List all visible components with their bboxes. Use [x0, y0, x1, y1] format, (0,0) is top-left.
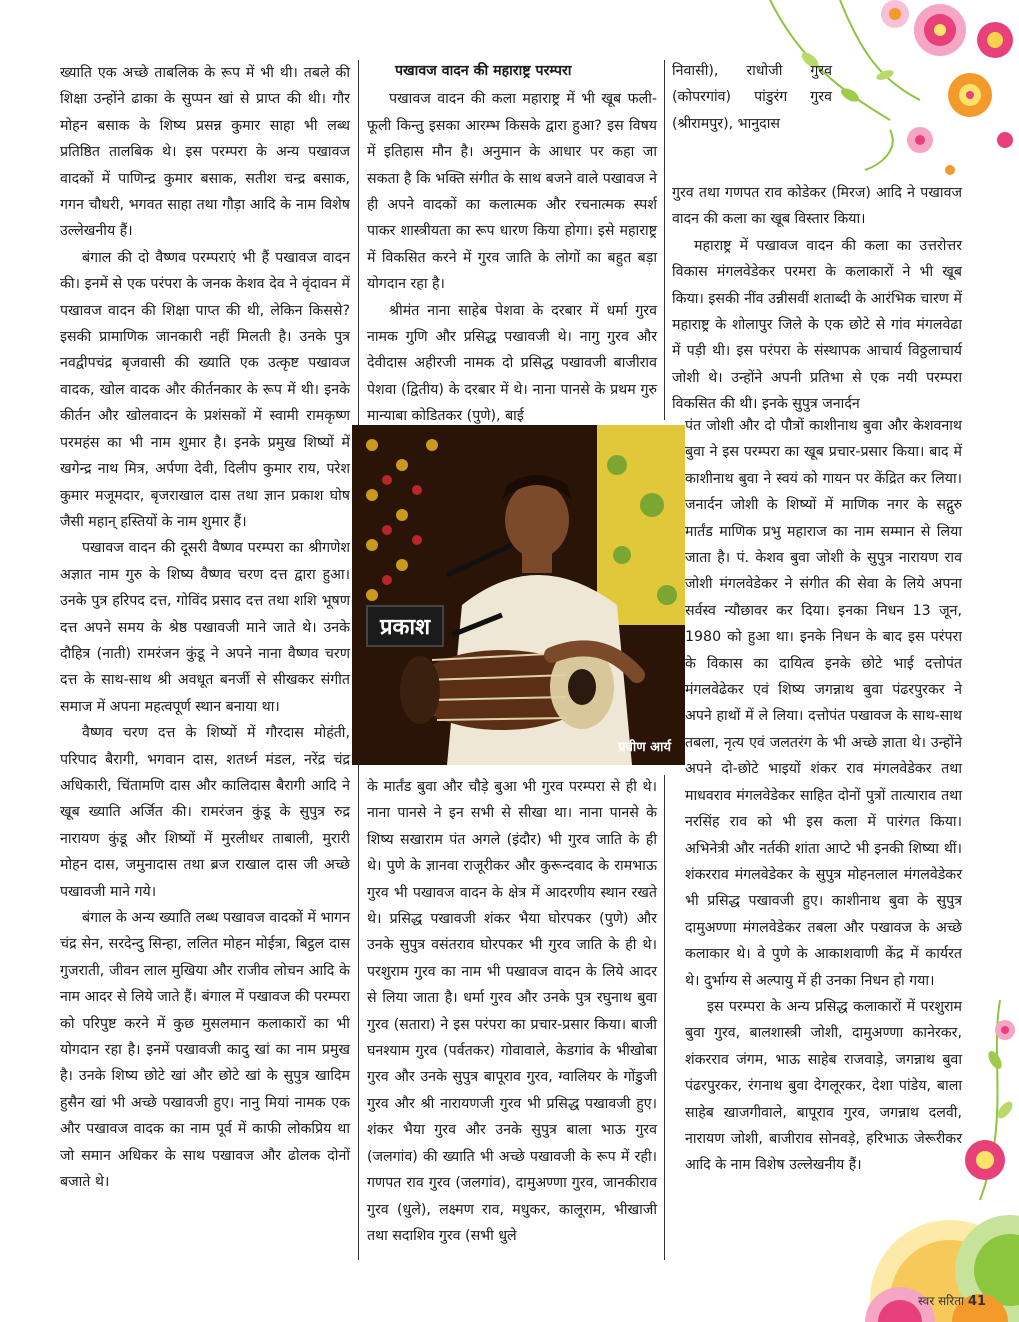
article-column-2-top — [367, 58, 657, 430]
paragraph: बंगाल के अन्य ख्याति लब्ध पखावज वादकों में भागन चंद्र सेन, सरदेन्दु सिन्हा, ललित मोहन मोईत्रा, बिट्ठल दास गुजराती, जीवन लाल मुखिया और राजीव लोचन आदि के नाम आदर से लिये जाते हैं। बंगाल में पखावज की परम्परा को परिपुष्ट करने में कुछ मुसलमान कलाकारों का भी योगदान रहा है। इनमें पखावजी कादु खां का नाम प्रमुख है। उनके शिष्य छोटे खां और छोटे खां के सुपुत्र खादिम हुसैन खां भी अच्छे पखावजी हुए। नानु मियां नामक एक और पखावज वादक का नाम पूर्व में काफी लोकप्रिय था जो समान अधिकर के साथ पखावज और ढोलक दोनों बजाते थे। — [60, 910, 350, 1191]
page-number: 41 — [967, 1294, 987, 1309]
paragraph: के मार्तंड बुवा और चौड़े बुआ भी गुरव परम्परा से ही थे। नाना पानसे ने इन सभी से सीखा था। नाना पानसे के शिष्य सखाराम पंत अगले (इंदौर) भी गुरव जाति के ही थे। पुणे के ज्ञानवा राजूरीकर और कुरून्दवाद के रामभाऊ गुरव भी पखावज वादन के क्षेत्र में आदरणीय स्थान रखते थे। प्रसिद्ध पखावजी शंकर भैया घोरपकर (पुणे) और उनके सुपुत्र वसंतराव घोरपकर भी गुरव जाति के ही थे। परशुराम गुरव का नाम भी पखावज वादन के लिये आदर से लिया जाता है। धर्मा गुरव और उनके पुत्र रघुनाथ बुवा गुरव (सतारा) ने इस परंपरा का प्रचार-प्रसार किया। बाजी घनश्याम गुरव (पर्वतकर) गोवावाले, केडगांव के भीखोबा गुरव और उनके सुपुत्र बापूराव गुरव, ग्वालियर के गोंडुजी गुरव और श्री नारायणजी गुरव भी प्रसिद्ध पखावजी हुए। शंकर भैया गुरव और उनके सुपुत्र बाला भाऊ गुरव (जलगांव) की ख्याति भी अच्छे पखावजी के रूप में रही। गणपत राव गुरव (जलगांव), दामुअण्णा गुरव, जानकीराव गुरव (धुले), लक्ष्मण राव, मधुकर, कालूराम, भीखाजी तथा सदाशिव गुरव (सभी धुले — [367, 779, 657, 1244]
paragraph: बंगाल की दो वैष्णव परम्पराएं भी हैं पखावज वादन की। इनमें से एक परंपरा के जनक केशव देव ने वृंदावन में पखावज वादन की शिक्षा पाप्त की थी, लेकिन किससे? इसकी प्रामाणिक जानकारी नहीं मिलती है। उनके पुत्र नवद्वीपचंद्र बृजवासी की ख्याति एक उत्कृष्ट पखावज वादक, खोल वादक और कीर्तनकार के रूप में थी। इनके कीर्तन और खोलवादन के प्रशंसकों में स्वामी रामकृष्ण परमहंस का भी नाम शुमार है। इनके प्रमुख शिष्यों में खगेन्द्र नाथ मित्र, अर्पणा देवी, दिलीप कुमार राय, परेश कुमार मजूमदार, बृजराखाल दास तथा ज्ञान प्रकाश घोष जैसी महान् हस्तियों के नाम शुमार हैं। — [60, 249, 350, 530]
column-divider-2 — [664, 60, 665, 420]
paragraph: गुरव तथा गणपत राव कोडेकर (मिरज) आदि ने पखावज वादन की कला का खूब विस्तार किया। — [672, 185, 962, 228]
article-column-3-middle — [672, 180, 962, 418]
article-column-1 — [60, 60, 350, 1195]
photo-credit: प्रवीण आर्य — [618, 740, 671, 755]
paragraph: ख्याति एक अच्छे ताबलिक के रूप में भी थी। तबले की शिक्षा उन्होंने ढाका के सुप्पन खां से प्राप्त की थी। गौर मोहन बसाक के शिष्य प्रसन्न कुमार साहा भी लब्ध प्रतिष्ठित तालबिक थे। इस परम्परा के अन्य पखावज वादकों में पाणिन्द्र कुमार बसाक, सतीश चन्द्र बसाक, गगन चौधरी, भगवत साहा तथा गौड़ा आदि के नाम विशेष उल्लेखनीय हैं। — [60, 65, 350, 240]
article-column-3-bottom — [685, 413, 962, 1179]
tabla-player-illustration — [352, 425, 685, 765]
paragraph: इस परम्परा के अन्य प्रसिद्ध कलाकारों में परशुराम बुवा गुरव, बालशास्त्री जोशी, दामुअण्णा कानेरकर, शंकरराव जंगम, भाऊ साहेब राजवाड़े, जगन्नाथ बुवा पंढरपुरकर, रंगनाथ बुवा देगलूरकर, देशा पांडेय, बाला साहेब खाजगीवाले, बापूराव गुरव, जगन्नाथ दलवी, नारायण जोशी, बाजीराव सोनवड़े, हरिभाऊ जेरूरीकर आदि के नाम विशेष उल्लेखनीय हैं। — [685, 998, 962, 1174]
magazine-name: स्वर सरिता — [918, 1294, 965, 1308]
column-divider-2b — [664, 775, 665, 1260]
paragraph: महाराष्ट्र में पखावज वादन की कला का उत्तरोत्तर विकास मंगलवेडेकर परमरा के कलाकारों ने भी खूब किया। इसकी नींव उन्नीसवीं शताब्दी के आरंभिक चारण में महाराष्ट्र के शोलापुर जिले के एक छोटे से गांव मंगलवेढा में पड़ी थी। इस परंपरा के संस्थापक आचार्य विठ्ठलाचार्य जोशी थे। उन्होंने अपनी प्रतिभा से एक नयी परम्परा विकसित की थी। इनके सुपुत्र जनार्दन — [672, 237, 962, 413]
paragraph: वैष्णव चरण दत्त के शिष्यों में गौरदास मोहंती, परिपाद बैरागी, भगवान दास, शतर्ध्न मंडल, नरेंद्र चंद्र अधिकारी, चिंतामणि दास और कालिदास बैरागी आदि ने खूब ख्याति अर्जित की। रामरंजन कुंडू के सुपुत्र रुद्र नारायण कुंडू और शिष्यों में मुरलीधर ताबाली, मुरारी मोहन दास, जमुनादास तथा ब्रज राखाल दास जी अच्छे पखावजी माने गये। — [60, 725, 350, 900]
stage-signboard: प्रकाश — [366, 605, 444, 647]
article-column-2-bottom — [367, 774, 657, 1249]
paragraph: श्रीमंत नाना साहेब पेशवा के दरबार में धर्मा गुरव नामक गुणि और प्रसिद्ध पखावजी थे। नागु गुरव और देवीदास अहीरजी नामक दो प्रसिद्ध पखावजी बाजीराव पेशवा (द्वितीय) के दरबार में थे। नाना पानसे के प्रथम गुरु मान्याबा कोडितकर (पुणे), बाई — [367, 302, 657, 425]
paragraph: पखावज वादन की दूसरी वैष्णव परम्परा का श्रीगणेश अज्ञात नाम गुरु के शिष्य वैष्णव चरण दत्त द्वारा हुआ। उनके पुत्र हरिपद दत्त, गोविंद प्रसाद दत्त तथा शशि भूषण दत्त अपने समय के श्रेष्ठ पखावजी माने जाते थे। उनके दौहित्र (नाती) रामरंजन कुंडू ने अपने नाना वैष्णव चरण दत्त के साथ-साथ श्री अवधूत बनर्जी से सीखकर संगीत समाज में अपना महत्वपूर्ण स्थान बनाया था। — [60, 540, 350, 715]
article-column-3-top — [672, 58, 832, 137]
performance-photo — [352, 425, 685, 765]
page-footer — [918, 1292, 986, 1309]
section-heading: पखावज वादन की महाराष्ट्र परम्परा — [395, 63, 572, 79]
paragraph: निवासी), राधोजी गुरव (कोपरगांव) पांडुरंग गुरव (श्रीरामपुर), भानुदास — [672, 63, 832, 132]
paragraph: पंत जोशी और दो पौत्रों काशीनाथ बुवा और केशवनाथ बुवा ने इस परम्परा का खूब प्रचार-प्रसार किया। बाद में काशीनाथ बुवा ने स्वयं को गायन पर केंद्रित कर लिया। जनार्दन जोशी के शिष्यों में माणिक नगर के सद्गुरु मार्तंड माणिक प्रभु महाराज का नाम सम्मान से लिया जाता है। पं. केशव बुवा जोशी के सुपुत्र नारायण राव जोशी मंगलवेडेकर ने संगीत की सेवा के लिये अपना सर्वस्व न्यौछावर कर दिया। इनका निधन 13 जून, 1980 को हुआ था। इनके निधन के बाद इस परंपरा के विकास का दायित्व इनके छोटे भाई दत्तोपंत मंगलवेढेकर एवं शिष्य जगन्नाथ बुवा पंढरपुरकर ने अपने हाथों में ले लिया। दत्तोपंत पखावज के साथ-साथ तबला, नृत्य एवं जलतरंग के भी अच्छे ज्ञाता थे। उन्होंने अपने दो-छोटे भाइयों शंकर राव मंगलवेडेकर तथा माधवराव मंगलवेडेकर साहित दोनों पुत्रों तात्याराव तथा नरसिंह राव को भी इस कला में पारंगत किया। अभिनेत्री और नर्तकी शांता आप्टे भी इनकी शिष्या थीं। शंकरराव मंगलवेडेकर के सुपुत्र मोहनलाल मंगलवेडेकर भी प्रसिद्ध पखावजी हुए। काशीनाथ बुवा के सुपुत्र दामुअण्णा मंगलवेडेकर तबला और पखावज के अच्छे कलाकार थे। वे पुणे के आकाशवाणी केंद्र में कार्यरत थे। दुर्भाग्य से अल्पायु में ही उनका निधन हो गया। — [685, 418, 962, 989]
paragraph: पखावज वादन की कला महाराष्ट्र में भी खूब फली-फूली किन्तु इसका आरम्भ किसके द्वारा हुआ? इस विषय में इतिहास मौन है। अनुमान के आधार पर कहा जा सकता है कि भक्ति संगीत के साथ बजने वाले पखावज ने ही अपने वादकों का कलात्मक और रचनात्मक स्पर्श पाकर शास्त्रीयता का रूप धारण किया होगा। इसे महाराष्ट्र में विकसित करने में गुरव जाति के लोगों का बहुत बड़ा योगदान रहा है। — [367, 91, 657, 293]
